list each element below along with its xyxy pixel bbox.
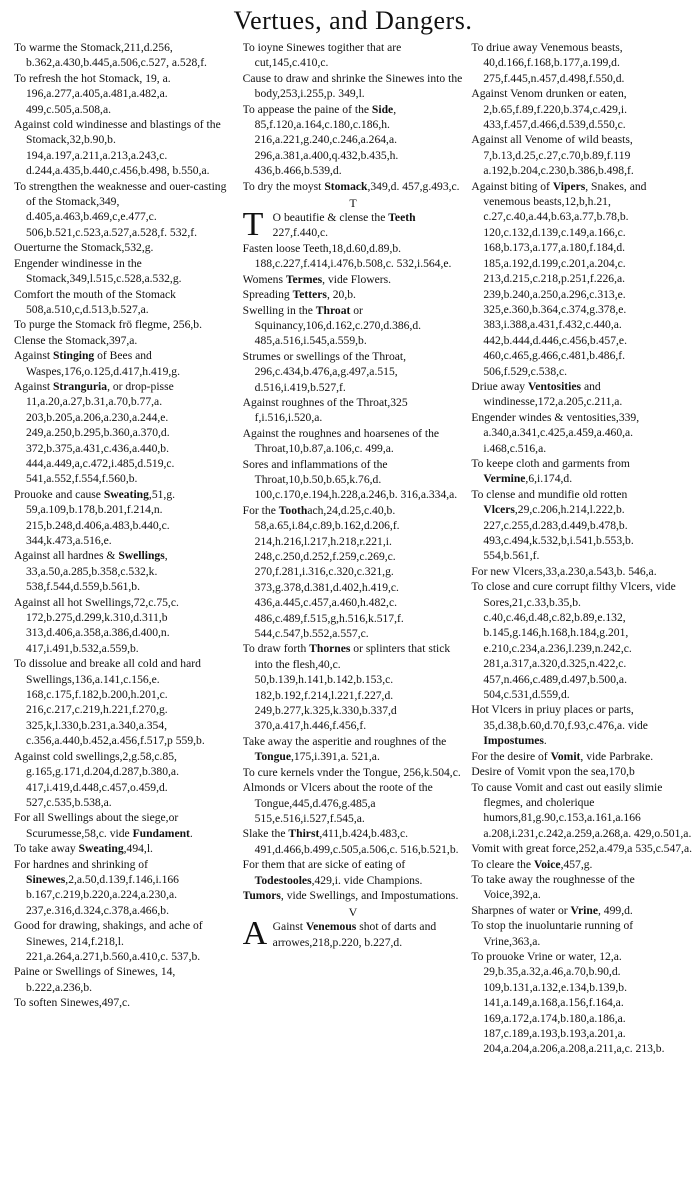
- entry-text: Against the roughnes and hoarsenes of the Throat,10,b.87,a.106,c. 499,a.: [242, 426, 440, 456]
- entry-text: To clense and mundifie old rotten: [471, 487, 628, 501]
- entry-keyword: Vlcers: [483, 503, 515, 517]
- entry-text: To warme the Stomack,211,d.256, b.362,a.430,b.445,a.506,c.527, a.528,f.: [14, 41, 207, 70]
- index-entry: [471, 40, 692, 86]
- entry-text: To prouoke Vrine or water, 12,a. 29,b.35,a.32,a.46,a.70,b.90,d. 109,b.131,a.132,e.134,b.139,b. 141,a.149,a.168,a.156,f.164,a. 169,a.172,a.174,b.180,a.186,a. 187,c.189,a.193,b.193,a.201,a. 204,a.204,a.206,a.208,a.211,a,c. 213,b.: [471, 949, 665, 1056]
- index-entry: [243, 503, 464, 642]
- index-entry: [471, 564, 692, 579]
- entry-text: To appease the paine of the: [242, 102, 372, 116]
- column-2: [243, 40, 464, 1190]
- entry-text: ,349,d. 457,g.493,c.: [367, 179, 460, 193]
- index-entry: [14, 179, 235, 241]
- entry-text: or splinters that stick into the flesh,40,c. 50,b.139,h.141,b.142,b.153,c. 182,b.192,f.214,l.221,f.227,d. 249,b.277,k.325,k.330,b.337,d 370,a.417,h.446,f.456,f.: [254, 642, 451, 733]
- entry-text: For all Swellings about the siege,or Scurumesse,58,c. vide: [14, 811, 179, 840]
- entry-keyword: Vomit: [550, 749, 581, 763]
- index-entry: [14, 918, 235, 964]
- page-title: Vertues, and Dangers.: [233, 6, 473, 35]
- entry-text: ,494,l.: [123, 842, 153, 856]
- entry-text: To dissolue and breake all cold and hard Swellings,136,a.141,c.156,e. 168,c.175,f.182,b.200,h.201,c. 216,c.217,c.219,h.221,f.270,g. 325,k,l.330,b.231,a.340,a.354, c.356,a.440,b.452,a.456,f.517,p 559,b.: [14, 657, 205, 748]
- entry-keyword: Termes: [285, 272, 323, 286]
- entry-keyword: Throat: [315, 303, 351, 317]
- index-entry: [242, 915, 464, 953]
- entry-text: Against all Venome of wild beasts, 7,b.13,d.25,c.27,c.70,b.89,f.119 a.192,b.204,c.230,b.386,b.498,f.: [471, 133, 634, 178]
- entry-text: For new Vlcers,33,a.230,a.543,b. 546,a.: [471, 564, 657, 578]
- index-entry: [14, 810, 235, 841]
- index-entry: [243, 888, 464, 903]
- entry-text: Paine or Swellings of Sinewes, 14, b.222,a.236,b.: [14, 965, 176, 994]
- entry-text: ,175,i.391,a. 521,a.: [290, 750, 380, 764]
- entry-text: To cause Vomit and cast out easily slimie flegmes, and cholerique humors,81,g.90,c.153,a.161,a.166 a.208,i.231,c.242,a.259,a.268,a. 429,o.501,a.: [471, 780, 692, 840]
- index-entry: [14, 40, 235, 71]
- entry-text: For the: [242, 503, 279, 517]
- index-entry: [14, 841, 235, 856]
- index-entry: [471, 702, 692, 748]
- index-entry: [243, 395, 464, 426]
- section-letter: V: [348, 905, 358, 920]
- entry-keyword: Fundament: [132, 826, 190, 840]
- entry-text: To keepe cloth and garments from: [471, 456, 630, 470]
- index-entry: [471, 780, 692, 842]
- entry-text: ,457,g.: [560, 857, 593, 871]
- index-entry: [471, 749, 692, 764]
- index-entry: [243, 457, 464, 503]
- index-entry: [471, 410, 692, 456]
- index-entry: [14, 656, 235, 748]
- index-entry: [243, 641, 464, 733]
- entry-text: To cleare the: [471, 857, 534, 871]
- entry-text: Clense the Stomack,397,a.: [14, 333, 138, 347]
- index-entry: [14, 348, 235, 379]
- entry-text: , 85,f.120,a.164,c.180,c.186,h. 216,a.221,g.240,c.246,a.264,a. 296,a.381,a.400,q.432,b.435,h. 436,b.466,b.539,d.: [254, 102, 399, 178]
- entry-keyword: Stomack: [324, 179, 368, 193]
- entry-text: Against roughnes of the Throat,325 f,i.516,i.520,a.: [242, 395, 408, 425]
- index-entry: [471, 949, 692, 1057]
- entry-keyword: Venemous: [305, 920, 357, 934]
- index-entry: [14, 71, 235, 117]
- index-entry: [14, 379, 235, 487]
- entry-text: To driue away Venemous beasts, 40,d.166,f.168,b.177,a.199,d. 275,f.445,n.457,d.498,f.550,d.: [471, 41, 625, 85]
- index-entry: [471, 179, 692, 379]
- index-entry: [243, 734, 464, 765]
- index-entry: [471, 132, 692, 178]
- entry-keyword: Impostumes: [483, 734, 544, 748]
- entry-text: For them that are sicke of eating of: [242, 858, 406, 872]
- index-entry: [243, 287, 464, 302]
- entry-text: Strumes or swellings of the Throat, 296,c.434,b.476,a,g.497,a.515, d.516,i.419,b.527,f.: [242, 349, 407, 394]
- entry-text: To strengthen the weaknesse and ouer-casting of the Stomack,349, d.405,a.463,b.469,c,e.477,c. 506,b.521,c.523,a.527,a.528,f. 532,f.: [14, 179, 227, 239]
- entry-text: Swelling in the: [242, 303, 316, 317]
- entry-text: To purge the Stomack frö flegme, 256,b.: [14, 318, 202, 332]
- entry-keyword: Swellings: [118, 549, 165, 563]
- entry-text: Cause to draw and shrinke the Sinewes into the body,253,i.255,p. 349,l.: [242, 71, 463, 101]
- entry-keyword: Side: [371, 102, 394, 116]
- entry-text: ach,24,d.25,c.40,b. 58,a.65,i.84,c.89,b.162,d.206,f. 214,h.216,l.217,h.218,r.221,i. 248,c.250,d.252,f.259,c.269,c. 270,f.281,i.316,c.320,c.321,g. 373,g.378,d.381,d.402,h.419,c. 436,a.445,c.457,a.460,h.482,c. 486,c.489,f.515,g,h.516,k.517,f. 544,c.547,b.552,a.557,c.: [254, 503, 404, 641]
- entry-text: Desire of Vomit vpon the sea,170,b: [471, 765, 635, 779]
- entry-text: Prouoke and cause: [14, 487, 104, 501]
- index-entry: [14, 857, 235, 919]
- index-entry: [14, 240, 235, 255]
- entry-text: For the desire of: [471, 749, 551, 763]
- entry-keyword: Vipers: [552, 179, 586, 193]
- entry-text: , vide Flowers.: [322, 272, 392, 286]
- entry-keyword: Tooth: [278, 503, 308, 517]
- entry-text: , vide Swellings, and Impostumations.: [280, 888, 459, 902]
- entry-text: To cure kernels vnder the Tongue, 256,k.504,c.: [242, 765, 461, 779]
- entry-text: To soften Sinewes,497,c.: [14, 996, 131, 1010]
- entry-text: ,51,g. 59,a.109,b.178,b.201,f.214,n. 215,b.248,d.406,a.483,b.440,c. 344,k.473,a.516,e.: [26, 487, 176, 547]
- section-letter: T: [349, 196, 357, 211]
- index-entry: [14, 117, 235, 179]
- index-entry: [471, 903, 692, 918]
- index-entry: [14, 995, 235, 1010]
- entry-text: ,411,b.424,b.483,c. 491,d.466,b.499,c.505,a.506,c. 516,b.521,b.: [254, 827, 459, 856]
- index-entry: [243, 179, 464, 194]
- index-entry: [471, 379, 692, 410]
- entry-text: Fasten loose Teeth,18,d.60,d.89,b. 188,c.227,f.414,i.476,b.508,c. 532,i.564,e.: [242, 241, 452, 271]
- index-entry: [14, 595, 235, 657]
- entry-text: To close and cure corrupt filthy Vlcers, vide Sores,21,c.33,b.35,b. c.40,c.46,d.48,c.82,b.89,e.132, b.145,g.146,h.168,h.184,g.201, e.210,c.234,a.236,l.239,n.242,c. 281,a.317,a.320,d.325,n.422,c. 457,n.466,c.489,d.497,b.500,a. 504,c.531,d.559,d.: [471, 580, 676, 702]
- entry-text: .: [189, 826, 193, 840]
- entry-keyword: Tongue: [254, 750, 291, 764]
- entry-text: , Snakes, and venemous beasts,12,b,h.21, c.27,c.40,a.44,b.63,a.77,b.78,b. 120,c.132,d.139,c.149,a.166,c. 168,b.173,a.177,a.180,f.184,d. 185,a.192,d.199,c.201,a.204,c. 213,d.215,c.218,p.251,f.226,a. 239,b.240,a.250,a.296,c.313,e. 325,e.360,b.364,c.374,g.378,e. 383,i.388,a.431,f.432,c.440,a. 442,b.444,d.446,c.456,b.457,e. 460,c.465,g.466,c.481,b.486,f. 506,f.529,c.538,c.: [483, 179, 647, 378]
- entry-keyword: Stinging: [52, 349, 95, 363]
- index-entry: [243, 241, 464, 272]
- column-3: [471, 40, 692, 1190]
- entry-keyword: Sweating: [103, 487, 149, 501]
- entry-keyword: Stranguria: [52, 379, 108, 393]
- entry-keyword: Sweating: [78, 842, 124, 856]
- entry-text: To ioyne Sinewes togither that are cut,145,c.410,c.: [242, 41, 402, 70]
- entry-text: ,429,i. vide Champions.: [311, 873, 423, 887]
- index-entry: [471, 857, 692, 872]
- entry-text: For hardnes and shrinking of: [14, 857, 148, 871]
- index-entry: [243, 426, 464, 457]
- index-entry: [243, 71, 464, 102]
- index-entry: [14, 749, 235, 811]
- entry-text: Womens: [242, 272, 286, 286]
- entry-text: Take away the asperitie and roughnes of the: [242, 734, 447, 748]
- index-entry: [14, 333, 235, 348]
- entry-text: Ouerturne the Stomack,532,g.: [14, 241, 154, 255]
- entry-keyword: Vrine: [570, 903, 598, 917]
- index-entry: [14, 487, 235, 549]
- index-entry: [243, 303, 464, 349]
- index-entry: [471, 841, 692, 856]
- entry-text: Against all hardnes &: [14, 549, 119, 563]
- entry-text: Engender windinesse in the Stomack,349,l.515,c.528,a.532,g.: [14, 256, 182, 286]
- column-1: [14, 40, 235, 1190]
- entry-text: ,2,a.50,d.139,f.146,i.166 b.167,c.219,b.220,a.224,a.230,a. 237,e.316,d.324,c.378,a.466,b.: [26, 872, 179, 917]
- entry-text: Against Venom drunken or eaten, 2,b.65,f.89,f.220,b.374,c.429,i. 433,f.457,d.466,d.539,d.550,c.: [471, 87, 627, 132]
- entry-text: Against biting of: [471, 179, 553, 193]
- entry-text: and windinesse,172,a.205,c.211,a.: [483, 379, 623, 409]
- entry-keyword: Thornes: [309, 642, 351, 656]
- index-entry: [471, 579, 692, 702]
- entry-text: To take away: [14, 842, 79, 856]
- index-entry: [243, 826, 464, 857]
- entry-keyword: Ventosities: [528, 379, 582, 393]
- index-entry: [243, 780, 464, 826]
- index-entry: [243, 40, 464, 71]
- entry-text: Comfort the mouth of the Stomack 508,a.510,c,d.513,b.527,a.: [14, 287, 176, 316]
- entry-keyword: Tumors: [242, 888, 281, 902]
- entry-text: To stop the inuoluntarie running of Vrine,363,a.: [471, 919, 634, 948]
- entry-keyword: Tetters: [292, 288, 327, 302]
- entry-text: Sores and inflammations of the Throat,10,b.50,b.65,k.76,d. 100,c.170,e.194,h.228,a.246,b. 316,a.334,a.: [242, 457, 458, 502]
- entry-text: , vide Parbrake.: [580, 749, 654, 763]
- entry-text: O beautifie & clense the: [272, 211, 389, 225]
- entry-text: , 33,a.50,a.285,b.358,c.532,k. 538,f.544,d.559,b.561,b.: [26, 549, 168, 594]
- entry-text: , or drop-pisse 11,a.20,a.27,b.31,a.70,b.77,a. 203,b.205,a.206,a.230,a.244,e. 249,a.250,b.295,b.360,a.370,d. 372,b.375,a.431,c.436,a.440,b. 444,a.449,a,c.472,i.485,d.519,c. 541,a.552,f.554,f.560,b.: [26, 379, 175, 486]
- entry-keyword: Vermine: [483, 472, 526, 486]
- entry-text: , 499,d.: [598, 903, 633, 917]
- entry-text: Against: [14, 379, 53, 393]
- entry-keyword: Voice: [533, 857, 561, 871]
- drop-cap: A: [242, 915, 268, 953]
- index-entry: [243, 102, 464, 179]
- index-entry: [243, 272, 464, 287]
- entry-text: To dry the moyst: [242, 179, 325, 193]
- index-entry: [471, 872, 692, 903]
- index-entry: [242, 206, 464, 244]
- index-entry: [14, 287, 235, 318]
- entry-keyword: Thirst: [288, 827, 320, 841]
- entry-text: Against: [14, 349, 53, 363]
- entry-text: shot of darts and arrowes,218,p.220, b.227,d.: [272, 920, 437, 949]
- entry-text: Almonds or Vlcers about the roote of the Tongue,445,d.476,g.485,a 515,e.516,i.527,f.545,a.: [242, 781, 433, 825]
- index-entry: [243, 765, 464, 780]
- entry-keyword: Sinewes: [26, 872, 66, 886]
- entry-text: Against all hot Swellings,72,c.75,c. 172,b.275,d.299,k.310,d.311,b 313,d.406,a.358,a.386,d.400,n. 417,i.491,b.532,a.559,b.: [14, 595, 179, 655]
- entry-text: , 20,b.: [326, 288, 356, 302]
- entry-text: To draw forth: [242, 642, 310, 656]
- entry-text: Sharpnes of water or: [471, 903, 571, 917]
- entry-keyword: Teeth: [388, 211, 416, 225]
- entry-text: Good for drawing, shakings, and ache of Sinewes, 214,f.218,l. 221,a.264,a.271,b.560,a.410,c. 537,b.: [14, 919, 203, 963]
- entry-keyword: Todestooles: [254, 873, 312, 887]
- entry-text: Slake the: [242, 827, 289, 841]
- entry-text: Spreading: [242, 288, 293, 302]
- index-entry: [471, 918, 692, 949]
- entry-text: Engender windes & ventosities,339, a.340,a.341,c.425,a.459,a.460,a. i.468,c.516,a.: [471, 410, 640, 455]
- entry-text: Vomit with great force,252,a.479,a 535,c.547,a.: [471, 842, 692, 856]
- entry-text: 227,f.440,c.: [272, 226, 329, 240]
- index-entry: [14, 548, 235, 594]
- index-entry: [471, 764, 692, 779]
- index-entry: [14, 964, 235, 995]
- entry-text: ,29,c.206,h.214,l.222,b. 227,c.255,d.283,d.449,b.478,b. 493,c.494,k.532,b,i.541,b.553,b. 554,b.561,f.: [483, 503, 634, 563]
- entry-text: of Bees and Waspes,176,o.125,d.417,h.419,g.: [26, 349, 180, 378]
- index-entry: [243, 349, 464, 395]
- index-entry: [243, 857, 464, 888]
- entry-text: Driue away: [471, 379, 528, 393]
- entry-text: .: [543, 734, 547, 748]
- index-columns: [14, 40, 692, 1190]
- index-entry: [14, 256, 235, 287]
- entry-text: Hot Vlcers in priuy places or parts, 35,d.38,b.60,d.70,f.93,c.476,a. vide: [471, 703, 648, 732]
- entry-text: ,6,i.174,d.: [525, 472, 573, 486]
- index-entry: [471, 487, 692, 564]
- drop-cap: T: [242, 206, 264, 244]
- entry-text: To refresh the hot Stomack, 19, a. 196,a.277,a.405,a.481,a.482,a. 499,c.505,a.508,a.: [14, 71, 171, 116]
- entry-text: or Squinancy,106,d.162,c.270,d.386,d. 485,a.516,i.545,a.559,b.: [254, 303, 422, 348]
- index-entry: [14, 317, 235, 332]
- entry-text: To take away the roughnesse of the Voice,392,a.: [471, 872, 635, 902]
- entry-text: Against cold windinesse and blastings of the Stomack,32,b.90,b. 194,a.197,a.211,a.213,a.243,c. d.244,a.435,b.440,c.456,b.498, b.550,a.: [14, 118, 221, 178]
- index-entry: [471, 86, 692, 132]
- entry-text: Against cold swellings,2,g.58,c.85, g.165,g.171,d.204,d.287,b.380,a. 417,i.419,d.448,c.457,o.459,d. 527,c.535,b.538,a.: [14, 749, 179, 809]
- entry-text: Gainst: [272, 920, 306, 934]
- index-entry: [471, 456, 692, 487]
